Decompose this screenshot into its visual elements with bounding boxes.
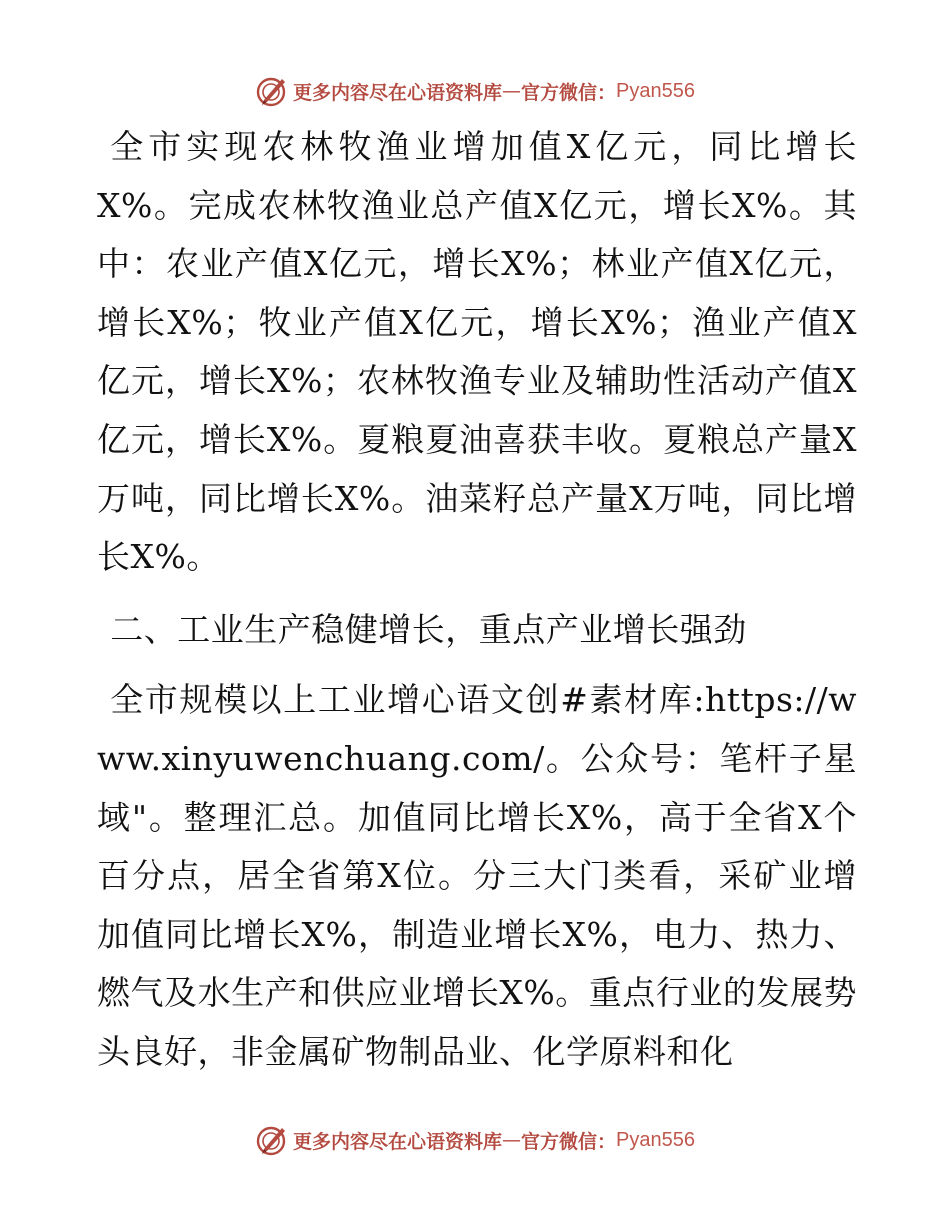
paragraph-industry: 全市规模以上工业增心语文创#素材库:https://www.xinyuwenchuang.com/。公众号：笔杆子星域"。整理汇总。加值同比增长X%，高于全省X个百分点，居全省第X位。分三大门类看，采矿业增加值同比增长X%，制造业增长X%，电力、热力、燃气及水生产和供应业增长X%。重点行业的发展势头良好，非金属矿物制品业、化学原料和化: [97, 680, 857, 1071]
banner-dash: —: [502, 80, 522, 102]
banner-dash: —: [502, 1129, 522, 1151]
header-watermark-banner: [0, 71, 950, 111]
banner-lead-text: 更多内容尽在心语资料库: [293, 81, 503, 104]
paragraph-agriculture: 全市实现农林牧渔业增加值X亿元，同比增长X%。完成农林牧渔业总产值X亿元，增长X%。其中：农业产值X亿元，增长X%；林业产值X亿元，增长X%；牧业产值X亿元，增长X%；渔业产值X亿元，增长X%；农林牧渔专业及辅助性活动产值X亿元，增长X%。夏粮夏油喜获丰收。夏粮总产量X万吨，同比增长X%。油菜籽总产量X万吨，同比增长X%。: [97, 127, 857, 577]
banner-label: 官方微信：: [521, 1130, 617, 1153]
banner-handle: Pyan556: [616, 79, 695, 102]
banner-handle: Pyan556: [616, 1128, 695, 1151]
document-body: [97, 118, 857, 1082]
section-heading-industry: 二、工业生产稳健增长，重点产业增长强劲: [110, 609, 747, 649]
banner-label: 官方微信：: [521, 81, 617, 104]
pen-logo-icon: [255, 1123, 289, 1157]
footer-watermark-banner: [0, 1120, 950, 1160]
pen-logo-icon: [255, 74, 289, 108]
banner-lead-text: 更多内容尽在心语资料库: [293, 1130, 503, 1153]
